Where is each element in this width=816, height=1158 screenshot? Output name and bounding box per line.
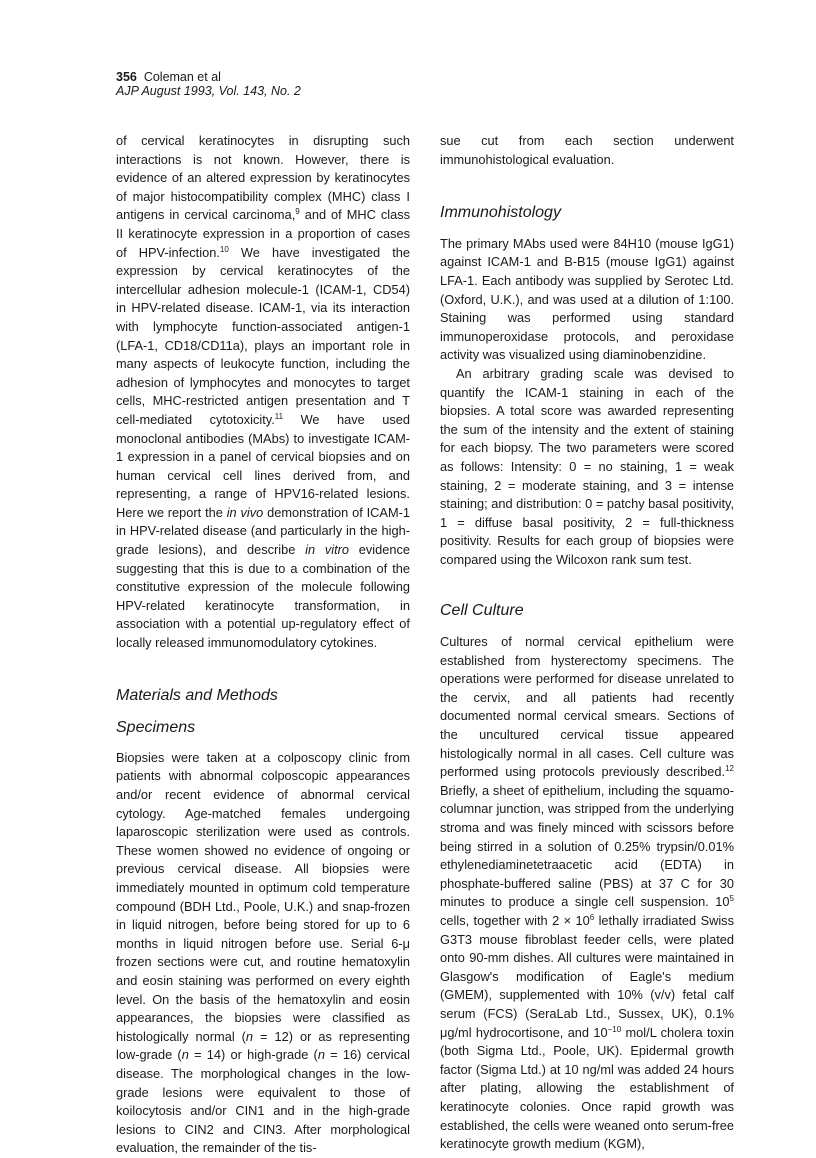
- continuation-paragraph: sue cut from each section underwent immunohistological evaluation.: [440, 133, 734, 167]
- exponent: 6: [589, 912, 595, 922]
- culture-text-4: lethally irradiated Swiss G3T3 mouse fibroblast feeder cells, were plated onto 90-mm dishes. All cultures were maintained in Glasgow's modification of Eagle's medium (GMEM), supplemented with 10% (v/v) fetal calf serum (FCS) (SeraLab Ltd., Sussex, UK), 0.1% μg/ml hydrocortisone, and 10: [440, 912, 734, 1040]
- journal-citation: AJP August 1993, Vol. 143, No. 2: [116, 84, 301, 98]
- left-column: [116, 132, 410, 1158]
- n-symbol: n: [181, 1047, 189, 1063]
- intro-text-3: We have investigated the expression by cervical keratinocytes of the intercellular adhesion molecule-1 (ICAM-1, CD54) in HPV-related disease. ICAM-1, via its interaction with lymphocyte function-associated antigen-1 (LFA-1, CD18/CD11a), plays an important role in many aspects of leukocyte function, including the adhesion of lymphocytes and monocytes to target cells, MHC-restricted antigen presentation and T cell-mediated cytotoxicity.: [116, 244, 410, 427]
- intro-text-4: We have used monoclonal antibodies (MAbs) to investigate ICAM-1 expression in a panel of cervical biopsies and on human cervical cell lines derived from, and representing, a range of HPV16-related lesions. Here we report the: [116, 411, 410, 520]
- intro-text-2: and of MHC class II keratinocyte expression in a proportion of cases of HPV-infection.: [116, 207, 410, 260]
- page-number: 356: [116, 70, 137, 84]
- exponent: −10: [607, 1024, 622, 1034]
- immunohistology-paragraph-2: An arbitrary grading scale was devised to quantify the ICAM-1 staining in each of the biopsies. A total score was awarded representing the sum of the intensity and the extent of staining for each biopsy. The two parameters were scored as follows: Intensity: 0 = no staining, 1 = weak staining, 2 = moderate staining, and 3 = intense staining; and distribution: 0 = patchy basal positivity, 1 = diffuse basal positivity, 2 = full-thickness positivity. Results for each group of biopsies were compared using the Wilcoxon rank sum test.: [440, 365, 734, 567]
- intro-text-5: demonstration of ICAM-1 in HPV-related disease (and particularly in the high-grade lesions), and describe: [116, 504, 410, 558]
- culture-text-5: mol/L cholera toxin (both Sigma Ltd., Poole, UK). Epidermal growth factor (Sigma Ltd.) at 10 ng/ml was added 24 hours after plating, allowing the establishment of keratinocyte colonies. Once rapid growth was established, the cells were weaned onto serum-free keratinocyte growth medium (KGM),: [440, 1024, 734, 1152]
- exponent: 5: [729, 894, 734, 904]
- running-authors: Coleman et al: [143, 70, 221, 84]
- specimens-text-1: Biopsies were taken at a colposcopy clinic from patients with abnormal colposcopic appearances and/or recent evidence of abnormal cervical cytology. Age-matched females undergoing laparoscopic sterilization were used as controls. These women showed no evidence of ongoing or previous cervical disease. All biopsies were immediately mounted in optimum cold temperature compound (BDH Ltd., Poole, U.K.) and snap-frozen in liquid nitrogen, before being stored for up to 6 months in liquid nitrogen before use. Serial 6-μ frozen sections were cut, and routine hematoxylin and eosin staining was performed on every eighth level. On the basis of the hematoxylin and eosin appearances, the biopsies were classified as histologically normal (: [116, 749, 410, 1044]
- specimens-text-3: = 14) or high-grade (: [188, 1047, 318, 1063]
- in-vitro-term: in vitro: [305, 542, 350, 558]
- intro-text-6: evidence suggesting that this is due to a combination of the constitutive expression of the molecule following HPV-related keratinocyte transformation, in association with a potential up-regulatory effect of locally released immunomodulatory cytokines.: [116, 542, 410, 651]
- header-line-1: [116, 70, 301, 84]
- specimens-heading: Specimens: [116, 719, 196, 737]
- reference-12: 12: [725, 764, 734, 774]
- culture-text-3: cells, together with 2 × 10: [440, 912, 590, 928]
- culture-text-1: Cultures of normal cervical epithelium were established from hysterectomy specimens. The operations were performed for disease unrelated to the cervix, and all patients had recently documented normal cervical smears. Sections of the uncultured cervical tissue appeared histologically normal in all cases. Cell culture was performed using protocols previously described.: [440, 634, 734, 780]
- running-header: [116, 70, 301, 98]
- reference-9: 9: [295, 207, 300, 217]
- specimens-paragraph: [116, 749, 410, 1158]
- n-symbol: n: [317, 1047, 325, 1063]
- specimens-text-4: = 16) cervical disease. The morphological changes in the low-grade lesions were equivalent to those of koilocytosis and/or CIN1 and in the high-grade lesions to CIN2 and CIN3. After morphological evaluation, the remainder of the tis-: [116, 1047, 410, 1156]
- right-column: [440, 132, 734, 1154]
- cell-culture-heading: Cell Culture: [440, 602, 524, 620]
- intro-text-1: of cervical keratinocytes in disrupting such interactions is not known. However, there is evidence of an altered expression by keratinocytes of major histocompatibility complex (MHC) class I antigens in cervical carcinoma,: [116, 133, 410, 223]
- culture-text-2: Briefly, a sheet of epithelium, including the squamo-columnar junction, was stripped from the underlying stroma and was finely minced with scissors before being stirred in a solution of 0.25% trypsin/0.01% ethylenediaminetetraacetic acid (EDTA) in phosphate-buffered saline (PBS) at 37 C for 30 minutes to produce a single cell suspension. 10: [440, 782, 734, 910]
- reference-11: 11: [274, 411, 284, 421]
- in-vivo-term: in vivo: [226, 504, 264, 520]
- reference-10: 10: [219, 244, 229, 254]
- n-symbol: n: [245, 1028, 254, 1044]
- immunohistology-paragraph-1: The primary MAbs used were 84H10 (mouse IgG1) against ICAM-1 and B-B15 (mouse IgG1) against LFA-1. Each antibody was supplied by Serotec Ltd. (Oxford, U.K.), and was used at a dilution of 1:100. Staining was performed using standard immunoperoxidase protocols, and peroxidase activity was visualized using diaminobenzidine.: [440, 235, 734, 363]
- cell-culture-paragraph: [440, 633, 734, 1154]
- materials-methods-heading: Materials and Methods: [116, 686, 278, 704]
- intro-paragraph: [116, 132, 410, 653]
- specimens-text-2: = 12) or as representing low-grade (: [116, 1028, 411, 1063]
- immunohistology-heading: Immunohistology: [440, 204, 561, 222]
